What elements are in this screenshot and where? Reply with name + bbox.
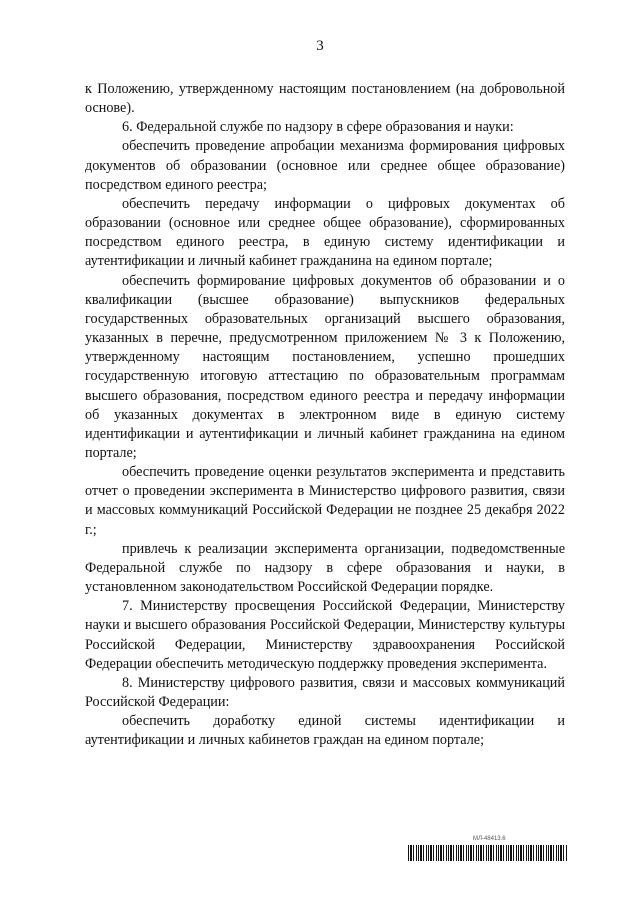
paragraph: обеспечить проведение оценки результатов эксперимента и представить отчет о проведении эксперимента в Министерство цифрового развития, связи и массовых коммуникаций Российской Федерации не позднее 25 декабря 2022 г.; (85, 464, 565, 538)
barcode (408, 845, 568, 861)
paragraph: привлечь к реализации эксперимента организации, подведомственные Федеральной службе по надзору в сфере образования и науки, в установленном законодательством Российской Федерации порядке. (85, 540, 565, 596)
paragraph: к Положению, утвержденному настоящим постановлением (на добровольной основе). (85, 81, 565, 117)
page-number: 3 (316, 38, 324, 54)
paragraph: 6. Федеральной службе по надзору в сфере образования и науки: (122, 119, 514, 136)
paragraph: обеспечить проведение апробации механизма формирования цифровых документов об образовании (основное или среднее общее образование) посредством единого реестра; (85, 138, 565, 193)
document-body (85, 80, 565, 750)
paragraph: обеспечить передачу информации о цифровых документах об образовании (основное или среднее общее образование), сформированных посредством единого реестра, в единую систему идентификации и аутентификации и личный кабинет гражданина на едином портале; (85, 195, 565, 270)
paragraph: 7. Министерству просвещения Российской Федерации, Министерству науки и высшего образования Российской Федерации, Министерству культуры Российской Федерации, Министерству здравоохранения Российской Федерации обеспечить методическую поддержку проведения эксперимента. (85, 598, 565, 672)
document-code: МЛ-48413.6 (473, 836, 506, 842)
paragraph: обеспечить формирование цифровых документов об образовании и о квалификации (высшее образование) выпускников федеральных государственных образовательных организаций высшего образования, указанных в перечне, предусмотренном приложением № 3 к Положению, утвержденному настоящим постановлением, успешно прошедших государственную итоговую аттестацию по образовательным программам высшего образования, посредством единого реестра и передачу информации об указанных документах в электронном виде в единую систему идентификации и аутентификации и личный кабинет гражданина на едином портале; (85, 272, 565, 461)
paragraph: обеспечить доработку единой системы идентификации и аутентификации и личных кабинетов граждан на едином портале; (85, 713, 565, 749)
paragraph: 8. Министерству цифрового развития, связи и массовых коммуникаций Российской Федерации: (85, 674, 565, 710)
